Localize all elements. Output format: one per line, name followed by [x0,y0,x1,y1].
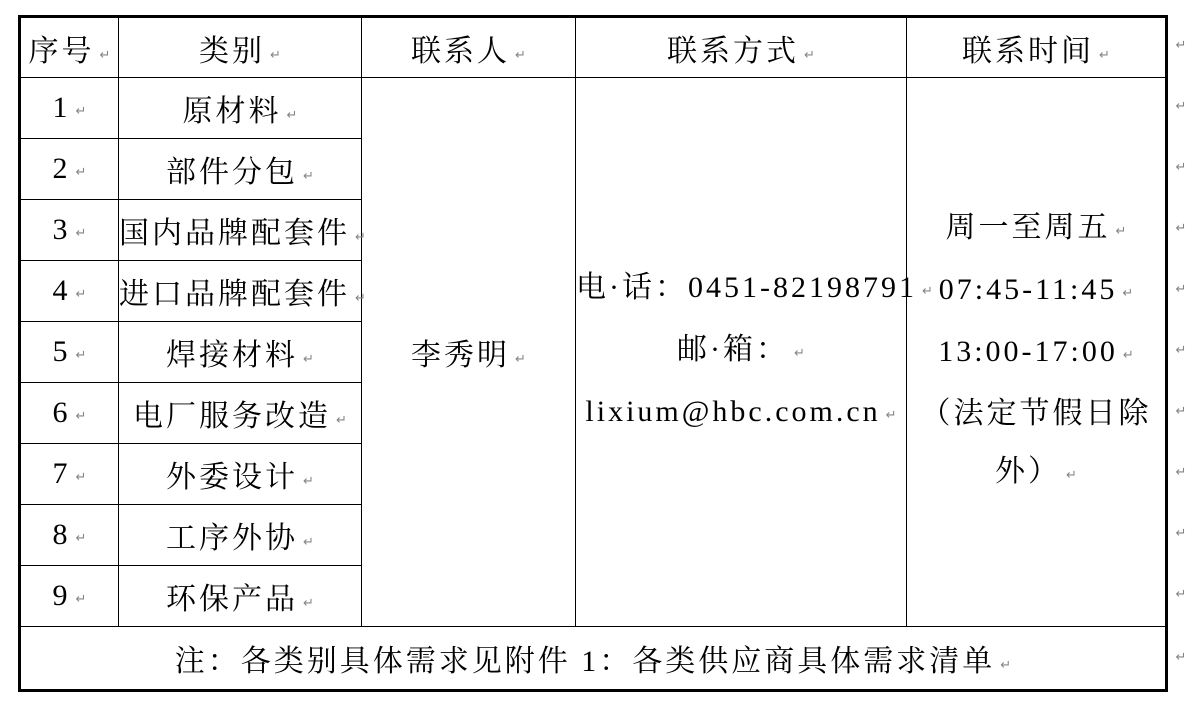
header-cell-contact-time[interactable] [907,17,1167,78]
category-cell[interactable] [119,505,362,566]
header-label-category: 类别 [199,34,266,68]
contact-time-cell[interactable] [907,78,1167,627]
note-text: 注：各类别具体需求见附件 1：各类供应商具体需求清单 [174,645,996,678]
header-label-serial: 序号 [28,34,95,68]
header-cell-contact-person[interactable] [362,17,576,78]
category-cell[interactable] [119,322,362,383]
contact-time-afternoon-line [907,323,1165,385]
category-cell[interactable] [119,139,362,200]
paragraph-mark-icon: ↵ [1066,468,1077,483]
paragraph-mark-icon: ↵ [804,47,815,63]
paragraph-mark-icon: ↵ [1122,348,1134,363]
row-end-paragraph-mark-icon: ↵ [1175,38,1187,53]
header-label-contact-method: 联系方式 [667,34,800,68]
contact-person-name: 李秀明 [411,339,511,372]
contact-email-label-text: 邮·箱： [677,333,790,366]
category-value: 焊接材料 [166,339,299,372]
serial-cell[interactable] [20,505,119,566]
paragraph-mark-icon: ↵ [75,592,87,607]
contact-phone-line [576,259,933,321]
paragraph-mark-icon: ↵ [270,47,281,63]
category-value: 国内品牌配套件 [119,217,350,250]
serial-cell[interactable] [20,444,119,505]
serial-value: 1 [52,91,71,124]
row-end-paragraph-mark-icon: ↵ [1175,465,1187,480]
serial-value: 4 [52,274,71,307]
contact-method-cell[interactable] [576,78,933,627]
contact-time-morning-line [907,261,1165,323]
note-row [20,627,1167,691]
serial-value: 7 [52,457,71,490]
category-cell[interactable] [119,566,362,627]
contact-phone-text: 电·话：0451-82198791 [576,271,917,304]
paragraph-mark-icon: ↵ [515,47,526,63]
paragraph-mark-icon: ↵ [1115,224,1127,239]
contact-time-holiday-text1: （法定节假日除 [920,397,1152,430]
paragraph-mark-icon: ↵ [794,346,805,361]
contact-time-holiday-line2 [907,443,1165,505]
category-value: 部件分包 [166,156,299,189]
paragraph-mark-icon: ↵ [1122,286,1134,301]
table-row [20,78,1167,139]
category-value: 电厂服务改造 [133,400,332,433]
contact-time-holiday-text2: 外） [995,455,1062,488]
note-cell[interactable] [20,627,1167,691]
serial-value: 6 [52,396,71,429]
serial-value: 5 [52,335,71,368]
paragraph-mark-icon: ↵ [75,226,87,241]
serial-cell[interactable] [20,261,119,322]
paragraph-mark-icon: ↵ [99,47,111,63]
category-cell[interactable] [119,383,362,444]
row-end-paragraph-mark-icon: ↵ [1175,404,1187,419]
paragraph-mark-icon: ↵ [75,470,87,485]
category-cell[interactable] [119,261,366,322]
header-label-contact-time: 联系时间 [962,34,1095,68]
paragraph-mark-icon: ↵ [303,352,314,367]
category-cell[interactable] [119,444,362,505]
row-end-paragraph-mark-icon: ↵ [1175,587,1187,602]
paragraph-mark-icon: ↵ [336,413,347,428]
row-end-paragraph-mark-icon: ↵ [1175,526,1187,541]
paragraph-mark-icon: ↵ [921,284,933,299]
paragraph-mark-icon: ↵ [75,165,87,180]
paragraph-mark-icon: ↵ [286,108,298,123]
contact-time-days-text: 周一至周五 [945,211,1111,244]
row-end-paragraph-mark-icon: ↵ [1175,99,1187,114]
row-end-paragraph-mark-icon: ↵ [1175,282,1187,297]
header-cell-contact-method[interactable] [576,17,907,78]
paragraph-mark-icon: ↵ [303,596,314,611]
contact-email-text: lixium@hbc.com.cn [585,395,881,428]
serial-cell[interactable] [20,383,119,444]
header-row [20,17,1167,78]
paragraph-mark-icon: ↵ [885,408,897,423]
row-end-paragraph-mark-icon: ↵ [1175,650,1187,665]
category-value: 原材料 [182,95,282,128]
paragraph-mark-icon: ↵ [303,474,314,489]
paragraph-mark-icon: ↵ [303,535,314,550]
contact-time-morning-text: 07:45-11:45 [938,273,1118,306]
header-label-contact-person: 联系人 [411,34,511,68]
supplier-contact-table [18,15,1168,692]
row-end-paragraph-mark-icon: ↵ [1175,160,1187,175]
paragraph-mark-icon: ↵ [75,287,87,302]
row-end-marks [1171,0,1188,707]
contact-email-label-line [576,321,906,383]
paragraph-mark-icon: ↵ [75,104,87,119]
contact-time-afternoon-text: 13:00-17:00 [938,335,1118,368]
serial-value: 3 [52,213,71,246]
paragraph-mark-icon: ↵ [355,291,366,306]
paragraph-mark-icon: ↵ [75,531,87,546]
paragraph-mark-icon: ↵ [75,409,87,424]
serial-value: 8 [52,518,71,551]
row-end-paragraph-mark-icon: ↵ [1175,343,1187,358]
category-cell[interactable] [119,78,362,139]
serial-cell[interactable] [20,200,119,261]
contact-time-holiday-line1 [907,385,1165,443]
serial-value: 9 [52,579,71,612]
category-value: 进口品牌配套件 [119,278,350,311]
serial-cell[interactable] [20,322,119,383]
paragraph-mark-icon: ↵ [75,348,87,363]
paragraph-mark-icon: ↵ [1000,658,1012,673]
category-value: 外委设计 [166,461,299,494]
paragraph-mark-icon: ↵ [303,169,314,184]
category-value: 环保产品 [166,583,299,616]
serial-cell[interactable] [20,78,119,139]
serial-value: 2 [52,152,71,185]
paragraph-mark-icon: ↵ [515,352,526,367]
serial-cell[interactable] [20,566,119,627]
paragraph-mark-icon: ↵ [355,230,366,245]
contact-person-cell[interactable] [362,78,576,627]
header-cell-serial[interactable] [20,17,119,78]
category-cell[interactable] [119,200,366,261]
row-end-paragraph-mark-icon: ↵ [1175,221,1187,236]
contact-time-days-line [907,199,1165,261]
header-cell-category[interactable] [119,17,362,78]
contact-email-line [576,383,906,445]
paragraph-mark-icon: ↵ [1099,47,1110,63]
category-value: 工序外协 [166,522,299,555]
serial-cell[interactable] [20,139,119,200]
